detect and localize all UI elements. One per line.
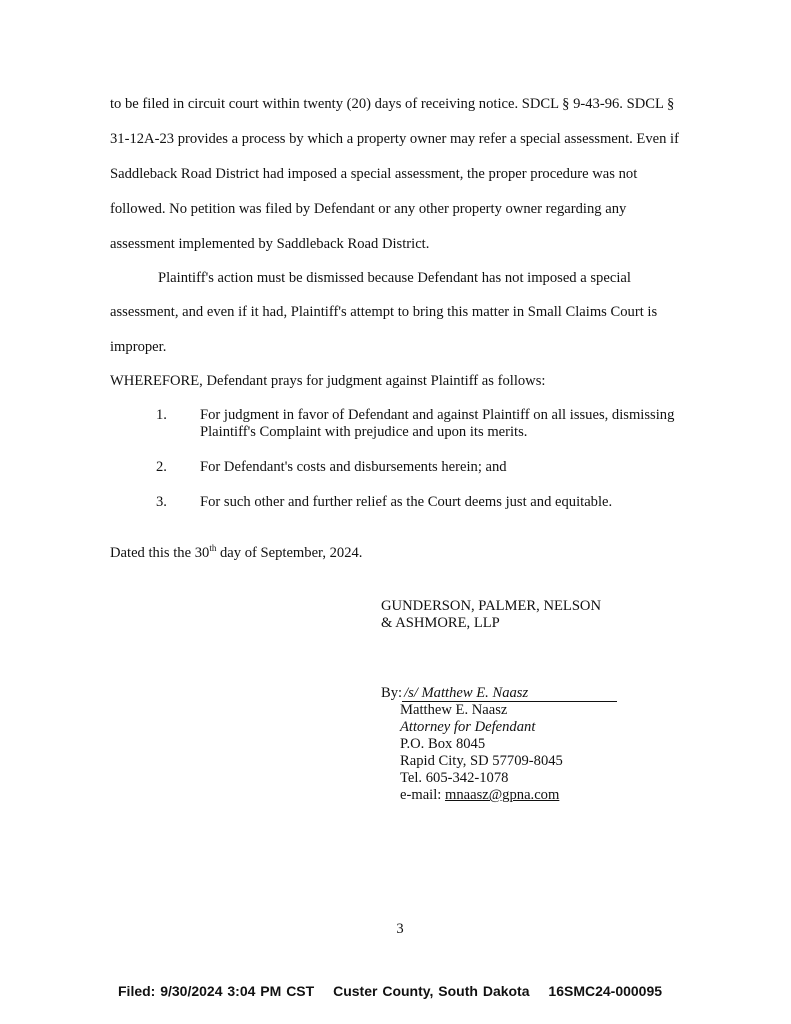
firm-name-line-2: & ASHMORE, LLP (381, 615, 500, 631)
filed-timestamp: Filed: 9/30/2024 3:04 PM CST (118, 983, 315, 999)
dated-suffix: day of September, 2024. (216, 545, 363, 561)
attorney-role: Attorney for Defendant (400, 719, 536, 735)
paragraph-1-line-5: assessment implemented by Saddleback Road District. (110, 236, 430, 252)
signature-line (381, 685, 617, 702)
prayer-item-1-line-2: Plaintiff's Complaint with prejudice and upon its merits. (200, 424, 528, 440)
county-name: Custer County, South Dakota (333, 983, 530, 999)
paragraph-1-line-1: to be filed in circuit court within twenty (20) days of receiving notice. SDCL § 9-43-96. SDCL § (110, 96, 675, 112)
email-link[interactable]: mnaasz@gpna.com (444, 787, 560, 803)
paragraph-1-line-3: Saddleback Road District had imposed a special assessment, the proper procedure was not (110, 166, 638, 182)
attorney-name: Matthew E. Naasz (400, 702, 508, 718)
wherefore-clause: WHEREFORE, Defendant prays for judgment against Plaintiff as follows: (110, 373, 546, 389)
firm-name-line-1: GUNDERSON, PALMER, NELSON (381, 598, 602, 614)
prayer-item-number: 3. (156, 494, 167, 510)
paragraph-2-line-1: Plaintiff's action must be dismissed because Defendant has not imposed a special (158, 270, 631, 286)
telephone: Tel. 605-342-1078 (400, 770, 509, 786)
filing-stamp-footer (118, 983, 676, 999)
by-label: By: (381, 685, 403, 701)
paragraph-2-line-3: improper. (110, 339, 167, 355)
email-label: e-mail: (400, 787, 445, 803)
page-number: 3 (396, 921, 404, 937)
dated-line (110, 545, 362, 562)
prayer-item-number: 2. (156, 459, 167, 475)
email-line (400, 787, 559, 804)
signature-underline (402, 685, 617, 702)
dated-superscript: th (209, 543, 217, 554)
case-number: 16SMC24-000095 (548, 983, 663, 999)
electronic-signature: /s/ Matthew E. Naasz (404, 685, 529, 701)
paragraph-1-line-4: followed. No petition was filed by Defendant or any other property owner regarding any (110, 201, 627, 217)
city-state-zip: Rapid City, SD 57709-8045 (400, 753, 563, 769)
dated-prefix: Dated this the 30 (110, 545, 210, 561)
prayer-item-2: For Defendant's costs and disbursements herein; and (200, 459, 507, 475)
prayer-item-number: 1. (156, 407, 167, 423)
prayer-item-3: For such other and further relief as the Court deems just and equitable. (200, 494, 613, 510)
prayer-item-1-line-1: For judgment in favor of Defendant and against Plaintiff on all issues, dismissing (200, 407, 675, 423)
paragraph-2-line-2: assessment, and even if it had, Plaintiff's attempt to bring this matter in Small Claims Court is (110, 304, 658, 320)
po-box: P.O. Box 8045 (400, 736, 486, 752)
paragraph-1-line-2: 31-12A-23 provides a process by which a property owner may refer a special assessment. Even if (110, 131, 679, 147)
